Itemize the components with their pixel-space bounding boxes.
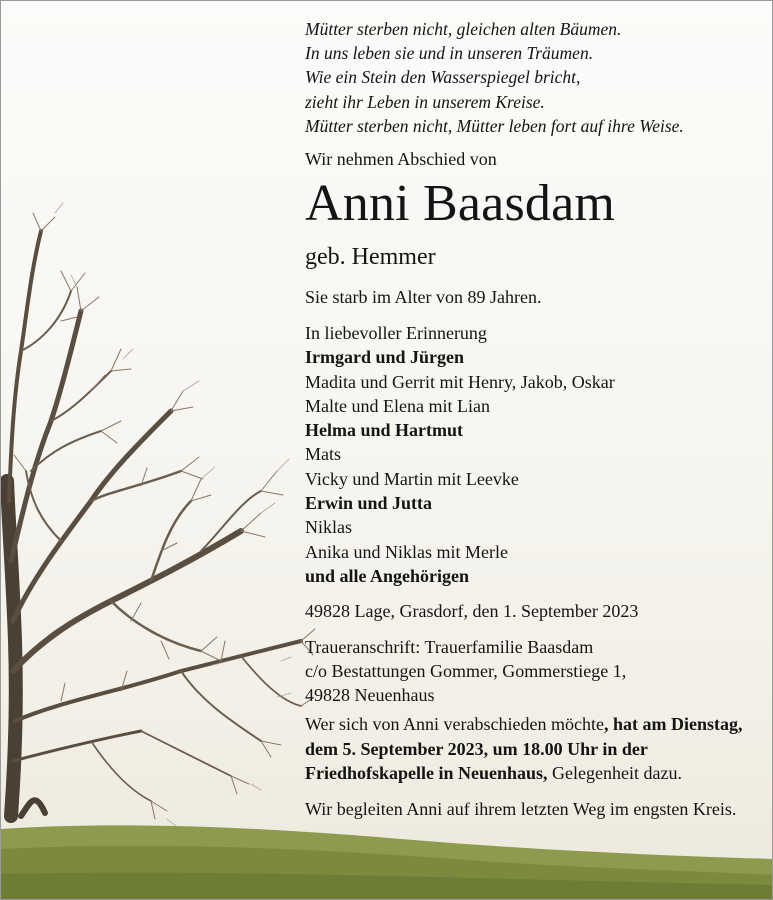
tree-illustration bbox=[1, 201, 321, 841]
mourner-line: und alle Angehörigen bbox=[305, 565, 470, 586]
mourner-line: Anika und Niklas mit Merle bbox=[305, 541, 508, 562]
age-line: Sie starb im Alter von 89 Jahren. bbox=[305, 287, 542, 307]
service-text: Wer sich von Anni verabschieden möchte bbox=[305, 714, 604, 734]
place-date: 49828 Lage, Grasdorf, den 1. September 2023 bbox=[305, 601, 639, 621]
poem-line: In uns leben sie und in unseren Träumen. bbox=[305, 43, 594, 64]
mourner-line: Helma und Hartmut bbox=[305, 420, 464, 441]
mourner-line: Madita und Gerrit mit Henry, Jakob, Oskar bbox=[305, 371, 615, 392]
poem-line: Mütter sterben nicht, Mütter leben fort auf ihre Weise. bbox=[305, 115, 684, 136]
meadow-illustration bbox=[1, 819, 773, 900]
birth-name: geb. Hemmer bbox=[305, 244, 436, 270]
mourner-line: Niklas bbox=[305, 517, 352, 538]
intro-text: Wir nehmen Abschied von bbox=[305, 149, 497, 169]
deceased-name: Anni Baasdam bbox=[305, 175, 616, 232]
service-details: , hat am Dienstag, dem 5. September 2023, um 18.00 Uhr in der Friedhofskapelle in Neuenhaus, bbox=[305, 714, 743, 783]
mourning-address bbox=[305, 635, 767, 707]
mourners-list bbox=[305, 321, 767, 588]
mourner-line: Vicky und Martin mit Leevke bbox=[305, 468, 519, 489]
mourner-line: Erwin und Jutta bbox=[305, 493, 433, 514]
address-line: c/o Bestattungen Gommer, Gommerstiege 1, bbox=[305, 661, 627, 681]
address-line: 49828 Neuenhaus bbox=[305, 685, 435, 705]
poem-line: zieht ihr Leben in unserem Kreise. bbox=[305, 91, 545, 112]
mourner-line: Mats bbox=[305, 444, 341, 465]
address-line: Traueranschrift: Trauerfamilie Baasdam bbox=[305, 637, 594, 657]
service-info bbox=[305, 712, 767, 786]
mourner-line: In liebevoller Erinnerung bbox=[305, 323, 487, 343]
poem bbox=[305, 17, 767, 138]
farewell-text: Wir begleiten Anni auf ihrem letzten Weg im engsten Kreis. bbox=[305, 799, 737, 819]
poem-line: Wie ein Stein den Wasserspiegel bricht, bbox=[305, 67, 581, 88]
service-text-end: Gelegenheit dazu. bbox=[547, 763, 682, 783]
mourner-line: Malte und Elena mit Lian bbox=[305, 395, 490, 416]
poem-line: Mütter sterben nicht, gleichen alten Bäumen. bbox=[305, 19, 622, 39]
mourner-line: Irmgard und Jürgen bbox=[305, 347, 465, 368]
